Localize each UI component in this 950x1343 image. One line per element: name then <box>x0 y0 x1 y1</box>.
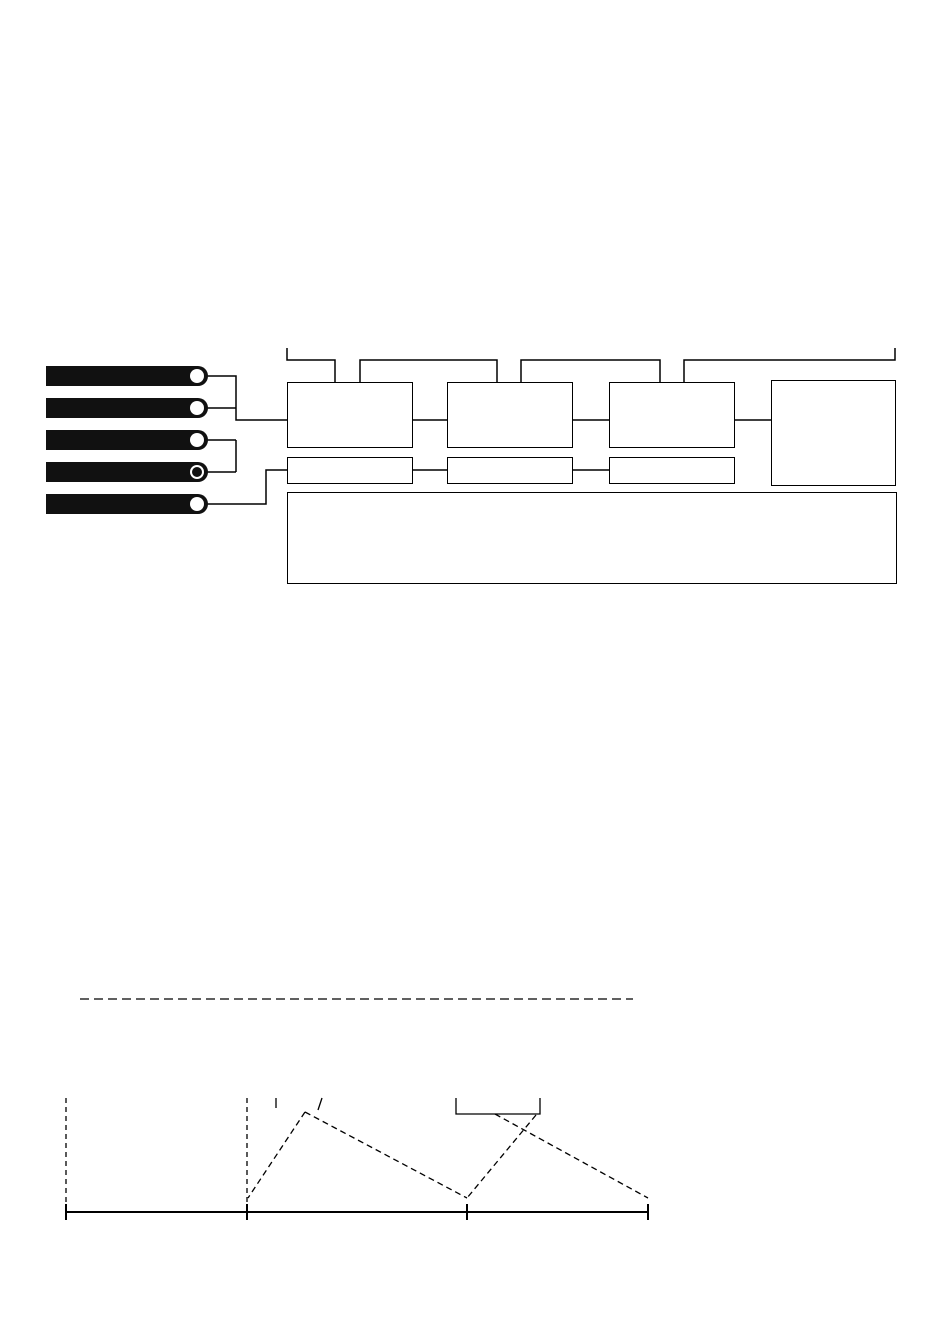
keyboard-diagram <box>0 990 950 1230</box>
led-transpose <box>46 462 208 482</box>
led-dot-icon <box>190 433 204 447</box>
led-midi-ch <box>46 366 208 386</box>
led-dot-icon <box>190 369 204 383</box>
box-midi-ch <box>447 457 573 484</box>
display-values <box>700 1120 930 1170</box>
led-dot-icon <box>190 465 204 479</box>
led-program <box>46 398 208 418</box>
seven-segment-digits <box>289 493 895 581</box>
box-value <box>609 457 735 484</box>
box-left <box>287 382 413 448</box>
led-kbd-map <box>46 494 208 514</box>
box-address <box>287 457 413 484</box>
led-split <box>46 430 208 450</box>
led-dot-icon <box>190 497 204 511</box>
box-right <box>609 382 735 448</box>
led-dot-icon <box>190 401 204 415</box>
box-center <box>447 382 573 448</box>
led-display <box>287 492 897 584</box>
box-patch <box>771 380 896 486</box>
